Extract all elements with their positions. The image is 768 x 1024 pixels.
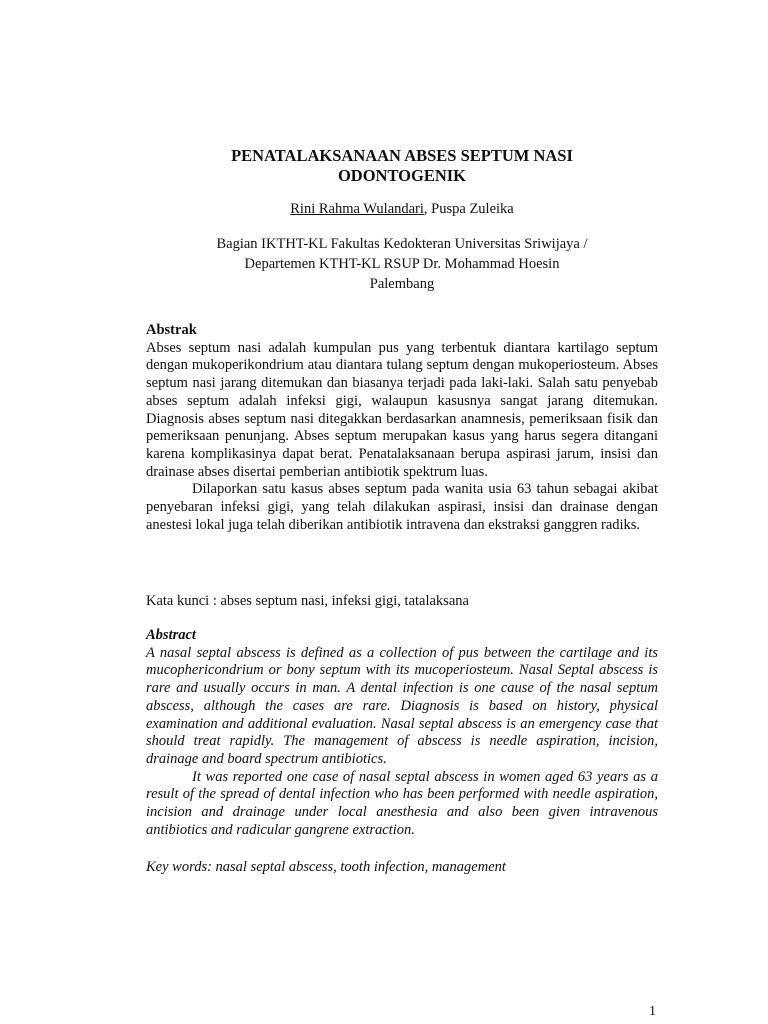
affiliation-line-3: Palembang [369, 276, 435, 292]
paper-title [146, 146, 658, 186]
paper-title-line-2: ODONTOGENIK [337, 166, 467, 185]
abstract-keywords: Key words: nasal septal abscess, tooth infection, management [146, 859, 506, 875]
author-list [146, 200, 658, 218]
affiliation-line-1: Bagian IKTHT-KL Fakultas Kedokteran Universitas Sriwijaya / [216, 236, 588, 252]
paper-title-line-1: PENATALAKSANAAN ABSES SEPTUM NASI [231, 146, 573, 165]
author-first: Rini Rahma Wulandari [290, 201, 424, 217]
abstrak-section [146, 322, 658, 534]
abstrak-paragraph-2: Dilaporkan satu kasus abses septum pada wanita usia 63 tahun sebagai akibat penyebaran infeksi gigi, yang telah dilakukan aspirasi, insisi dan drainase dengan anestesi lokal juga telah diberikan antibiotik intravena dan ekstraksi ganggren radiks. [146, 481, 658, 533]
abstract-paragraph-2: It was reported one case of nasal septal abscess in women aged 63 years as a result of the spread of dental infection who has been performed with needle aspiration, incision and drainage under local anesthesia and also been given intravenous antibiotics and radicular gangrene extraction. [146, 768, 658, 838]
abstract-heading: Abstract [146, 627, 196, 643]
abstract-section [146, 627, 658, 839]
page-number: 1 [649, 1004, 656, 1019]
abstract-paragraph-1: A nasal septal abscess is defined as a collection of pus between the cartilage and its mucophericondrium or bony septum with its mucoperiosteum. Nasal Septal abscess is rare and usually occurs in man. A dental infection is one cause of the nasal septum abscess, although the cases are rare. Diagnosis is based on history, physical examination and additional evaluation. Nasal septal abscess is an emergency case that should treat rapidly. The management of abscess is needle aspiration, incision, drainage and board spectrum antibiotics. [146, 644, 658, 767]
author-rest: , Puspa Zuleika [423, 201, 514, 217]
abstrak-paragraph-1: Abses septum nasi adalah kumpulan pus yang terbentuk diantara kartilago septum dengan mukoperikondrium atau diantara tulang septum dengan mukoperiosteum. Abses septum nasi jarang ditemukan dan biasanya terjadi pada laki-laki. Salah satu penyebab abses septum adalah infeksi gigi, walaupun kasusnya sangat jarang ditemukan. Diagnosis abses septum nasi ditegakkan berdasarkan anamnesis, pemeriksaan fisik dan pemeriksaan penunjang. Abses septum merupakan kasus yang harus segera ditangani karena komplikasinya dapat berat. Penatalaksanaan berupa aspirasi jarum, insisi dan drainase abses disertai pemberian antibiotik spektrum luas. [146, 339, 658, 480]
abstrak-keywords: Kata kunci : abses septum nasi, infeksi gigi, tatalaksana [146, 593, 469, 609]
abstrak-heading: Abstrak [146, 322, 197, 338]
affiliation-line-2: Departemen KTHT-KL RSUP Dr. Mohammad Hoesin [244, 256, 560, 272]
affiliation [146, 234, 658, 294]
